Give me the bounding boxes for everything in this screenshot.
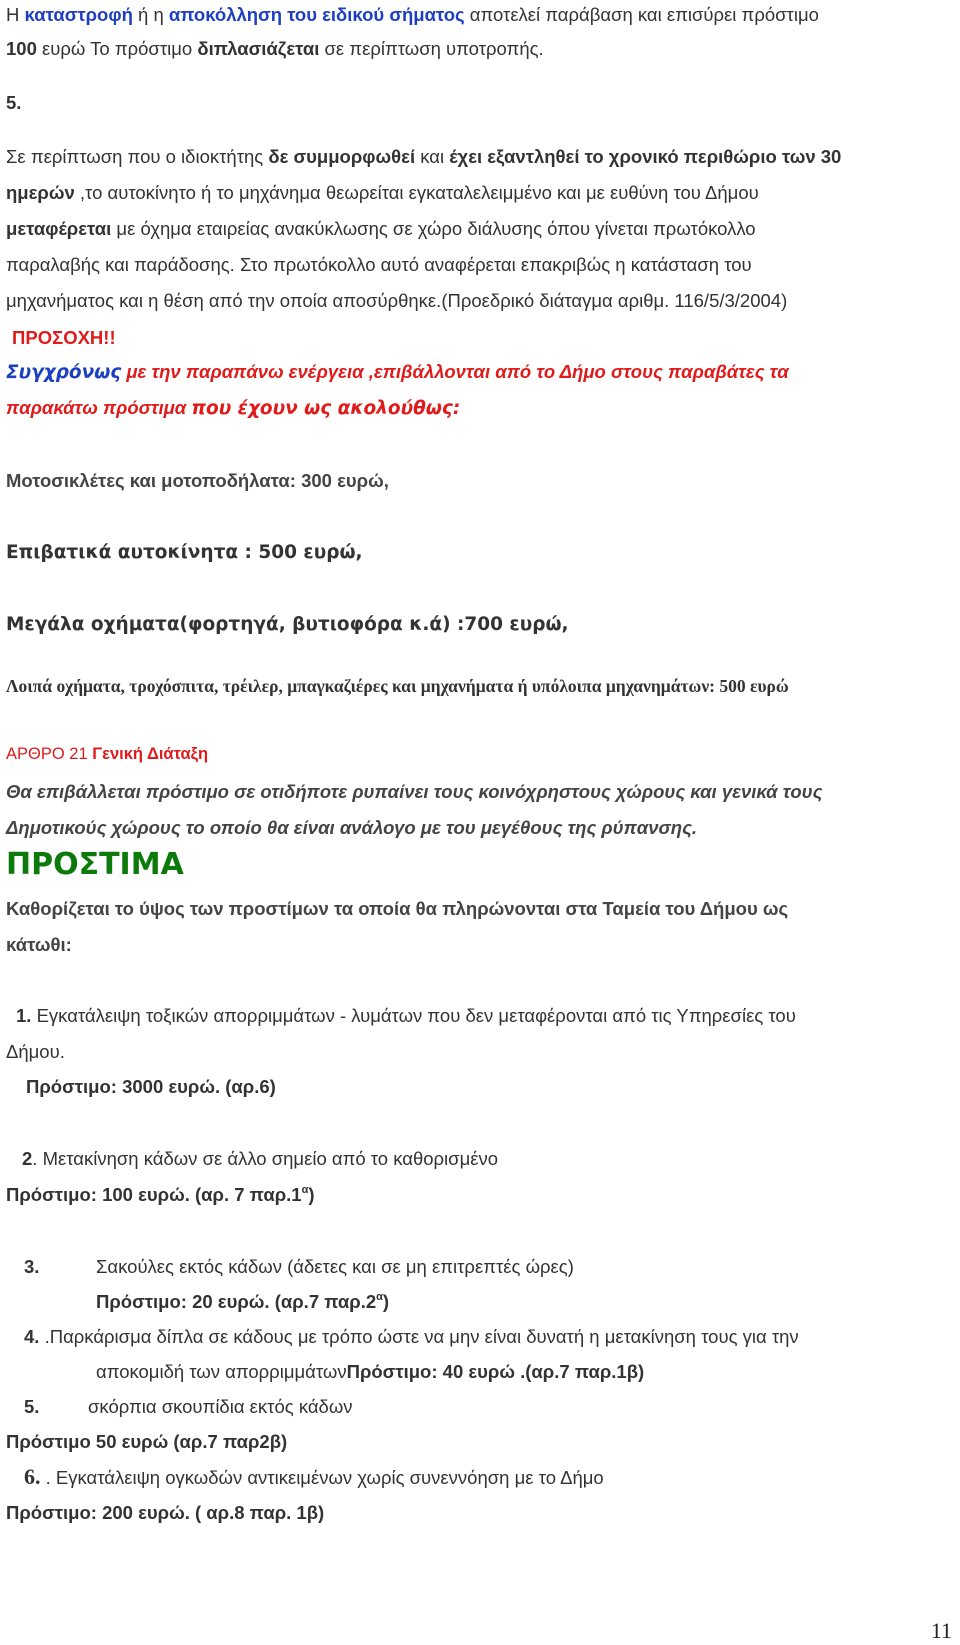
penalty-item-6 bbox=[24, 1466, 604, 1489]
section5-line-4: παραλαβής και παράδοσης. Στο πρωτόκολλο αυτό αναφέρεται επακριβώς η κατάσταση του bbox=[6, 254, 752, 275]
item-number: 6. bbox=[24, 1464, 41, 1489]
text: και bbox=[415, 146, 450, 167]
article-21-line-1: Θα επιβάλλεται πρόστιμο σε οτιδήποτε ρυπαίνει τους κοινόχρηστους χώρους και γενικά τους bbox=[6, 781, 823, 802]
text-emphasis: καταστροφή bbox=[24, 4, 133, 25]
penalty-item-3-fine bbox=[96, 1291, 389, 1313]
text-emphasis: με την παραπάνω ενέργεια ,επιβάλλονται από το Δήμο στους παραβάτες τα bbox=[121, 361, 789, 382]
section5-line-1 bbox=[6, 146, 841, 168]
text-bold: διπλασιάζεται bbox=[197, 38, 320, 59]
attention-heading: ΠΡΟΣΟΧΗ!! bbox=[12, 327, 116, 348]
penalty-item-3 bbox=[24, 1256, 39, 1278]
fine-text: Πρόστιμο: 20 ευρώ. (αρ.7 παρ.2 bbox=[96, 1291, 377, 1312]
fine-cars: Επιβατικά αυτοκίνητα : 500 ευρώ, bbox=[6, 542, 363, 563]
section5-line-6 bbox=[6, 361, 789, 384]
penalties-intro-2: κάτωθι: bbox=[6, 934, 72, 955]
text: ευρώ Το πρόστιμο bbox=[36, 38, 198, 59]
fine-text: ) bbox=[382, 1291, 390, 1312]
penalty-item-5 bbox=[24, 1396, 39, 1418]
penalties-intro-1: Καθορίζεται το ύψος των προστίμων τα οποία θα πληρώνονται στα Ταμεία του Δήμου ως bbox=[6, 898, 789, 919]
fine-text: Πρόστιμο: 100 ευρώ. (αρ. 7 παρ.1 bbox=[6, 1184, 302, 1205]
text: αποτελεί παράβαση και επισύρει πρόστιμο bbox=[464, 4, 819, 25]
fine-text: ) bbox=[308, 1184, 315, 1205]
penalty-item-5-fine: Πρόστιμο 50 ευρώ (αρ.7 παρ2β) bbox=[6, 1431, 288, 1452]
item-number: 2 bbox=[22, 1148, 33, 1169]
text-bold: έχει εξαντληθεί το χρονικό περιθώριο των 30 bbox=[449, 146, 842, 167]
item-text: αποκομιδή των απορριμμάτων bbox=[96, 1361, 347, 1382]
text: Σε περίπτωση που ο ιδιοκτήτης bbox=[6, 146, 269, 167]
superscript: α bbox=[376, 1291, 383, 1303]
text: σε περίπτωση υποτροπής. bbox=[319, 38, 544, 59]
penalty-item-1 bbox=[16, 1005, 796, 1027]
penalty-item-5-text: σκόρπια σκουπίδια εκτός κάδων bbox=[88, 1396, 353, 1417]
intro-line-1 bbox=[6, 4, 819, 26]
item-number: 4. bbox=[24, 1326, 40, 1347]
fine-other-vehicles: Λοιπά οχήματα, τροχόσπιτα, τρέιλερ, μπαγκαζιέρες και μηχανήματα ή υπόλοιπα μηχανημάτων: 500 ευρώ bbox=[6, 676, 789, 696]
item-text: . Εγκατάλειψη ογκωδών αντικειμένων χωρίς συνεννόηση με το Δήμο bbox=[40, 1467, 604, 1488]
text: ή η bbox=[132, 4, 169, 25]
text: ,το αυτοκίνητο ή το μηχάνημα θεωρείται εγκαταλελειμμένο και με ευθύνη του Δήμου bbox=[74, 182, 759, 203]
text-emphasis: αποκόλληση του ειδικού σήματος bbox=[168, 4, 465, 25]
text-emphasis: παρακάτω πρόστιμα bbox=[6, 397, 192, 418]
text-bold: μεταφέρεται bbox=[6, 218, 112, 239]
item-number: 3. bbox=[24, 1256, 40, 1277]
item-text: .Παρκάρισμα δίπλα σε κάδους με τρόπο ώστε να μην είναι δυνατή η μετακίνηση τους για την bbox=[39, 1326, 799, 1347]
penalty-item-6-fine: Πρόστιμο: 200 ευρώ. ( αρ.8 παρ. 1β) bbox=[6, 1502, 325, 1523]
article-label: ΑΡΘΡΟ 21 bbox=[6, 745, 93, 763]
penalty-item-4-cont bbox=[96, 1361, 644, 1383]
penalty-item-4 bbox=[24, 1326, 799, 1348]
penalty-item-2-fine bbox=[6, 1184, 315, 1206]
article-21-line-2: Δημοτικούς χώρους το οποίο θα είναι ανάλογο με του μεγέθους της ρύπανσης. bbox=[6, 817, 698, 838]
fine-motorcycles: Μοτοσικλέτες και μοτοποδήλατα: 300 ευρώ, bbox=[6, 470, 389, 491]
penalty-item-3-text: Σακούλες εκτός κάδων (άδετες και σε μη επιτρεπτές ώρες) bbox=[96, 1256, 574, 1277]
section5-line-2 bbox=[6, 182, 759, 204]
fine-text: Πρόστιμο: 40 ευρώ .(αρ.7 παρ.1β) bbox=[346, 1361, 645, 1382]
text-emphasis: που έχουν ως ακολούθως: bbox=[191, 398, 461, 419]
penalty-item-2 bbox=[22, 1148, 498, 1170]
text-emphasis: Συγχρόνως bbox=[6, 362, 122, 383]
item-text: . Μετακίνηση κάδων σε άλλο σημείο από το καθορισμένο bbox=[32, 1148, 499, 1169]
text-bold: ημερών bbox=[6, 182, 75, 203]
amount: 100 bbox=[6, 38, 37, 59]
item-number: 1. bbox=[16, 1005, 32, 1026]
article-title: Γενική Διάταξη bbox=[92, 745, 209, 763]
section5-line-3 bbox=[6, 218, 756, 240]
item-text: Εγκατάλειψη τοξικών απορριμμάτων - λυμάτων που δεν μεταφέρονται από τις Υπηρεσίες του bbox=[31, 1005, 796, 1026]
text: με όχημα εταιρείας ανακύκλωσης σε χώρο διάλυσης όπου γίνεται πρωτόκολλο bbox=[111, 218, 756, 239]
item-number: 5. bbox=[24, 1396, 40, 1417]
superscript: α bbox=[301, 1184, 309, 1196]
section-number: 5. bbox=[6, 92, 22, 113]
penalty-item-1-fine: Πρόστιμο: 3000 ευρώ. (αρ.6) bbox=[26, 1076, 276, 1097]
section5-line-7 bbox=[6, 397, 460, 420]
text: Η bbox=[6, 4, 25, 25]
intro-line-2 bbox=[6, 38, 544, 60]
text-bold: δε συμμορφωθεί bbox=[268, 146, 416, 167]
penalty-item-1-cont: Δήμου. bbox=[6, 1041, 65, 1062]
penalties-title: ΠΡΟΣΤΙΜΑ bbox=[6, 847, 184, 882]
article-21-heading bbox=[6, 743, 208, 765]
fine-large-vehicles: Μεγάλα οχήματα(φορτηγά, βυτιοφόρα κ.ά) :700 ευρώ, bbox=[6, 614, 569, 635]
section5-line-5: μηχανήματος και η θέση από την οποία αποσύρθηκε.(Προεδρικό διάταγμα αριθμ. 116/5/3/2004) bbox=[6, 290, 788, 311]
page-number: 11 bbox=[930, 1618, 952, 1643]
